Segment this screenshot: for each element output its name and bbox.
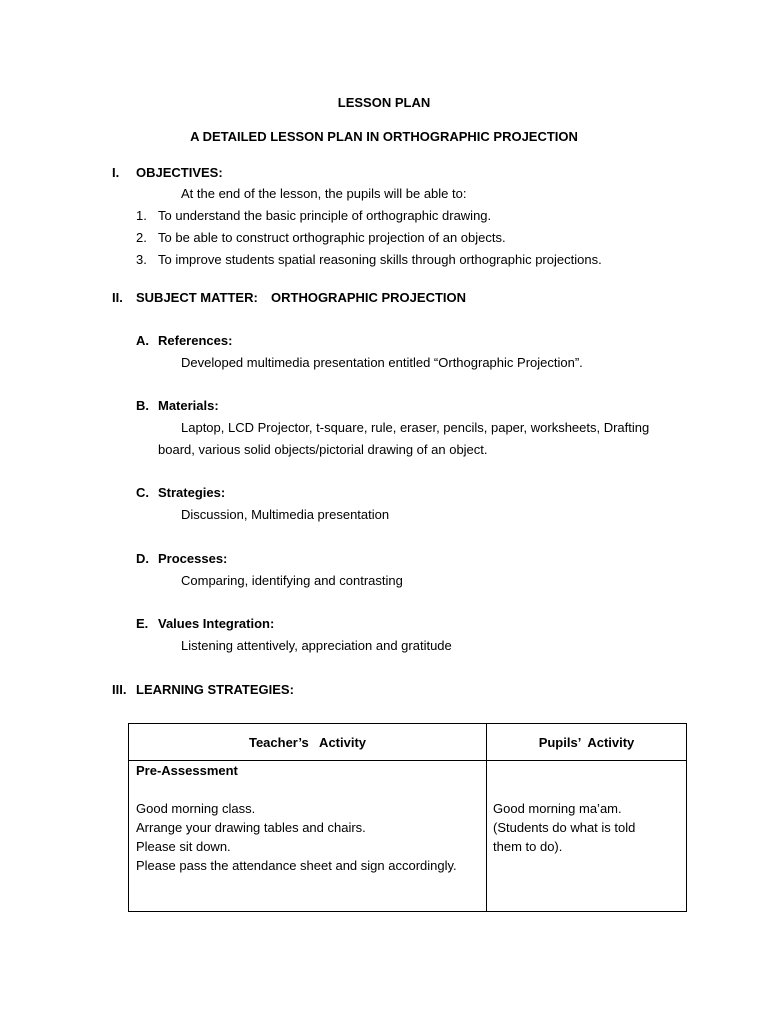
- materials-heading: Materials:: [158, 398, 219, 413]
- activity-table: [128, 723, 687, 912]
- pupil-line: (Students do what is told: [493, 820, 636, 835]
- learning-strategies-heading: LEARNING STRATEGIES:: [136, 682, 294, 697]
- section-letter: B.: [136, 398, 149, 413]
- section-letter: C.: [136, 485, 149, 500]
- processes-heading: Processes:: [158, 551, 228, 566]
- teacher-line: Good morning class.: [136, 801, 256, 816]
- table-header-row: [129, 724, 687, 761]
- materials-text-continued: board, various solid objects/pictorial drawing of an object.: [158, 442, 488, 457]
- references-text: Developed multimedia presentation entitled “Orthographic Projection”.: [181, 355, 583, 370]
- subject-matter-value: ORTHOGRAPHIC PROJECTION: [271, 290, 467, 305]
- teacher-line: Arrange your drawing tables and chairs.: [136, 820, 366, 835]
- materials-text: Laptop, LCD Projector, t-square, rule, eraser, pencils, paper, worksheets, Drafting: [181, 420, 650, 435]
- pupil-line: them to do).: [493, 839, 563, 854]
- section-letter: E.: [136, 616, 149, 631]
- objectives-numeral: I.: [112, 165, 120, 180]
- table-row: [129, 761, 687, 912]
- section-letter: D.: [136, 551, 149, 566]
- teacher-line: Please sit down.: [136, 839, 231, 854]
- objectives-heading: OBJECTIVES:: [136, 165, 223, 180]
- learning-strategies-numeral: III.: [112, 682, 127, 697]
- subject-matter-heading: SUBJECT MATTER:: [136, 290, 258, 305]
- teacher-activity-cell: [129, 761, 487, 912]
- values-integration-text: Listening attentively, appreciation and gratitude: [181, 638, 452, 653]
- subject-matter-numeral: II.: [112, 290, 123, 305]
- pupils-activity-cell: [487, 761, 687, 912]
- objective-item: To understand the basic principle of orthographic drawing.: [158, 208, 492, 223]
- objective-item: To be able to construct orthographic projection of an objects.: [158, 230, 506, 245]
- pupil-line: Good morning ma’am.: [493, 801, 622, 816]
- objective-number: 2.: [136, 230, 147, 245]
- page-title: LESSON PLAN: [337, 95, 431, 110]
- teacher-activity-header: Teacher’s Activity: [129, 724, 487, 761]
- strategies-text: Discussion, Multimedia presentation: [181, 507, 390, 522]
- pupils-activity-header: Pupils’ Activity: [487, 724, 687, 761]
- teacher-line: Please pass the attendance sheet and sign accordingly.: [136, 858, 457, 873]
- objective-item: To improve students spatial reasoning skills through orthographic projections.: [158, 252, 602, 267]
- objectives-intro: At the end of the lesson, the pupils will be able to:: [181, 186, 467, 201]
- page-subtitle: A DETAILED LESSON PLAN IN ORTHOGRAPHIC PROJECTION: [190, 129, 578, 144]
- references-heading: References:: [158, 333, 233, 348]
- objective-number: 3.: [136, 252, 147, 267]
- objective-number: 1.: [136, 208, 147, 223]
- values-integration-heading: Values Integration:: [158, 616, 275, 631]
- pre-assessment-label: Pre-Assessment: [136, 763, 238, 778]
- processes-text: Comparing, identifying and contrasting: [181, 573, 403, 588]
- section-letter: A.: [136, 333, 149, 348]
- strategies-heading: Strategies:: [158, 485, 226, 500]
